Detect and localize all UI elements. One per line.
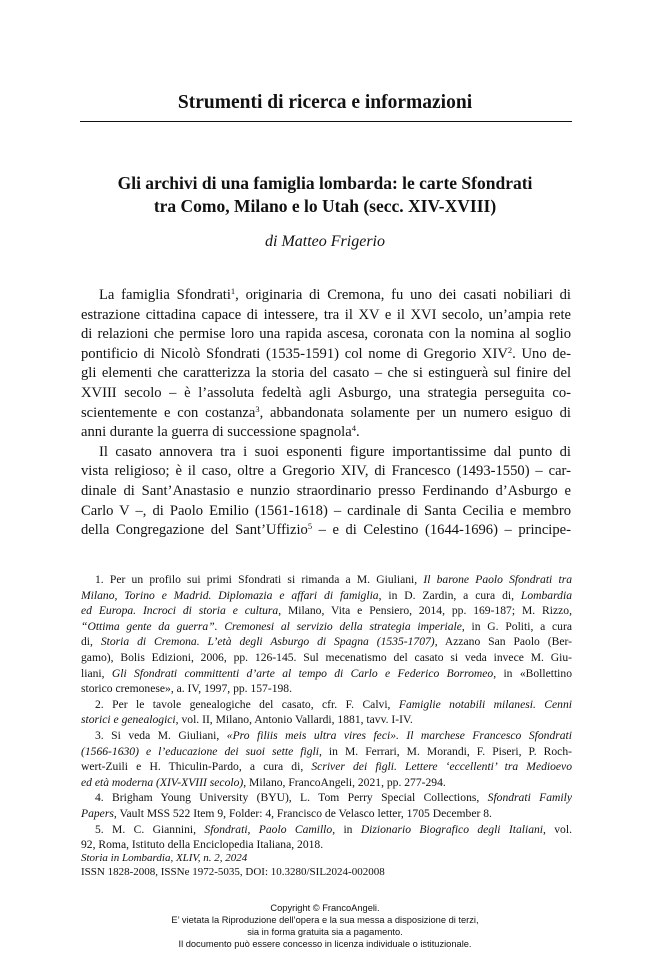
footnote-line: Milano, Torino e Madrid. Diplomazia e affari di famiglia, in D. Zardin, a cura di, Lombardia — [81, 588, 572, 602]
footnote-line: 92, Roma, Istituto della Enciclopedia Italiana, 2018. — [81, 838, 324, 852]
footnote-line: 5. M. C. Giannini, Sfondrati, Paolo Camillo, in Dizionario Biografico degli Italiani, vol. — [95, 822, 572, 836]
article-title-line: Gli archivi di una famiglia lombarda: le carte Sfondrati — [117, 173, 533, 193]
body-line: Il casato annovera tra i suoi esponenti figure importantissime dal punto di — [99, 443, 571, 460]
body-line: estrazione cittadina capace di intessere, tra il XV e il XVI secolo, un’ampia rete — [81, 306, 571, 323]
section-title: Strumenti di ricerca e informazioni — [177, 92, 473, 113]
body-line: La famiglia Sfondrati$^1$, originaria di Cremona, fu uno dei casati nobiliari di — [99, 286, 571, 303]
footnote-line: Papers, Vault MSS 522 Item 9, Folder: 4, Francisco de Velasco letter, 1705 December 8. — [81, 806, 492, 820]
body-line: XVIII secolo – è l’assoluta fedeltà agli Asburgo, una strategia perseguita co- — [81, 384, 571, 401]
article-author: di Matteo Frigerio — [265, 233, 385, 250]
footnote-line: di, Storia di Cremona. L’età degli Asburgo di Spagna (1535-1707), Azzano San Paolo (Ber- — [81, 635, 572, 649]
copyright-line: E’ vietata la Riproduzione dell’opera e la sua messa a disposizione di terzi, — [171, 915, 479, 925]
footnote-line: (1566-1630) e l’educazione dei suoi sette figli, in M. Ferrari, M. Morandi, F. Piseri, P. Roch- — [81, 744, 572, 758]
footnote-ref[interactable]: 3 — [255, 403, 260, 414]
body-line: vista religioso; è il caso, oltre a Gregorio XIV, di Francesco (1493-1550) – car- — [81, 463, 571, 480]
footnote-line: storici e genealogici, vol. II, Milano, Antonio Vallardi, 1881, tavv. I-IV. — [81, 713, 413, 727]
body-line: della Congregazione del Sant’Uffizio$^5$ – e di Celestino (1644-1696) – principe- — [81, 521, 571, 539]
footnote-line: 2. Per le tavole genealogiche del casato, cfr. F. Calvi, Famiglie notabili milanesi. Cenni — [95, 697, 572, 711]
footnote-line: wert-Zuili e H. Thiculin-Pardo, a cura di, Scriver dei figli. Lettere ‘eccellenti’ tra Medioevo — [81, 760, 572, 774]
body-text — [81, 286, 571, 541]
body-line: gli elementi che caratterizza la storia del casato – che si estinguerà sul finire del — [81, 365, 571, 382]
copyright-line: sia in forma gratuita sia a pagamento. — [247, 927, 403, 937]
footnote-line: ed età moderna (XIV-XVIII secolo), Milano, FrancoAngeli, 2021, pp. 277-294. — [81, 775, 446, 789]
footnote-line: liani, Gli Sfondrati committenti d’arte al tempo di Carlo e Federico Borromeo, in «Bollettino — [81, 666, 572, 680]
body-line: scientemente e con costanza$^3$, abbandonata solamente per un numero esiguo di — [81, 403, 571, 421]
copyright-line: Il documento può essere concesso in licenza individuale o istituzionale. — [178, 939, 472, 949]
article-title — [80, 172, 570, 218]
body-line: dinale di Sant’Anastasio e nunzio straordinario presso Ferdinando d’Asburgo e — [81, 482, 571, 499]
footnote-line: “Ottima gente da guerra”. Cremonesi al servizio della strategia imperiale, in G. Politi, a cura — [81, 619, 572, 633]
footnote-ref[interactable]: 2 — [507, 344, 513, 355]
body-line: pontificio di Nicolò Sfondrati (1535-1591) col nome di Gregorio XIV$^2$. Uno de- — [81, 344, 571, 362]
copyright-line: Copyright © FrancoAngeli. — [270, 903, 380, 913]
body-line: di relazioni che permise loro una rapida ascesa, coronata con la nomina al soglio — [81, 326, 571, 343]
footnote-line: gamo), Bolis Edizioni, 2006, pp. 126-145. Sul mecenatismo del casato si veda invece M. Giu- — [81, 650, 572, 664]
copyright-notice — [80, 902, 570, 950]
body-line: anni durante la guerra di successione spagnola$^4$. — [81, 423, 360, 441]
journal-citation: Storia in Lombardia, XLIV, n. 2, 2024 — [81, 852, 248, 864]
section-rule — [80, 121, 572, 122]
footnote-ref[interactable]: 1 — [230, 286, 236, 296]
footnotes — [81, 572, 572, 853]
footnote-line: storico cremonese», a. IV, 1997, pp. 157-198. — [81, 682, 293, 696]
footnote-ref[interactable]: 4 — [351, 423, 356, 434]
body-line: Carlo V –, di Paolo Emilio (1561-1618) – cardinale di Santa Cecilia e membro — [81, 502, 571, 519]
article-title-line: tra Como, Milano e lo Utah (secc. XIV-XVIII) — [153, 196, 497, 216]
footnote-line: 3. Si veda M. Giuliani, «Pro filiis meis ultra vires feci». Il marchese Francesco Sfondrati — [95, 728, 572, 742]
footnote-line: 4. Brigham Young University (BYU), L. Tom Perry Special Collections, Sfondrati Family — [95, 791, 572, 805]
journal-info — [81, 852, 385, 879]
footnote-ref[interactable]: 5 — [307, 521, 313, 532]
footnote-line: ed Europa. Incroci di storia e cultura, Milano, Vita e Pensiero, 2014, pp. 169-187; M. Rizzo, — [81, 604, 572, 618]
footnote-line: 1. Per un profilo sui primi Sfondrati si rimanda a M. Giuliani, Il barone Paolo Sfondrati tra — [95, 573, 573, 586]
journal-issn-doi: ISSN 1828-2008, ISSNe 1972-5035, DOI: 10.3280/SIL2024-002008 — [81, 865, 385, 878]
